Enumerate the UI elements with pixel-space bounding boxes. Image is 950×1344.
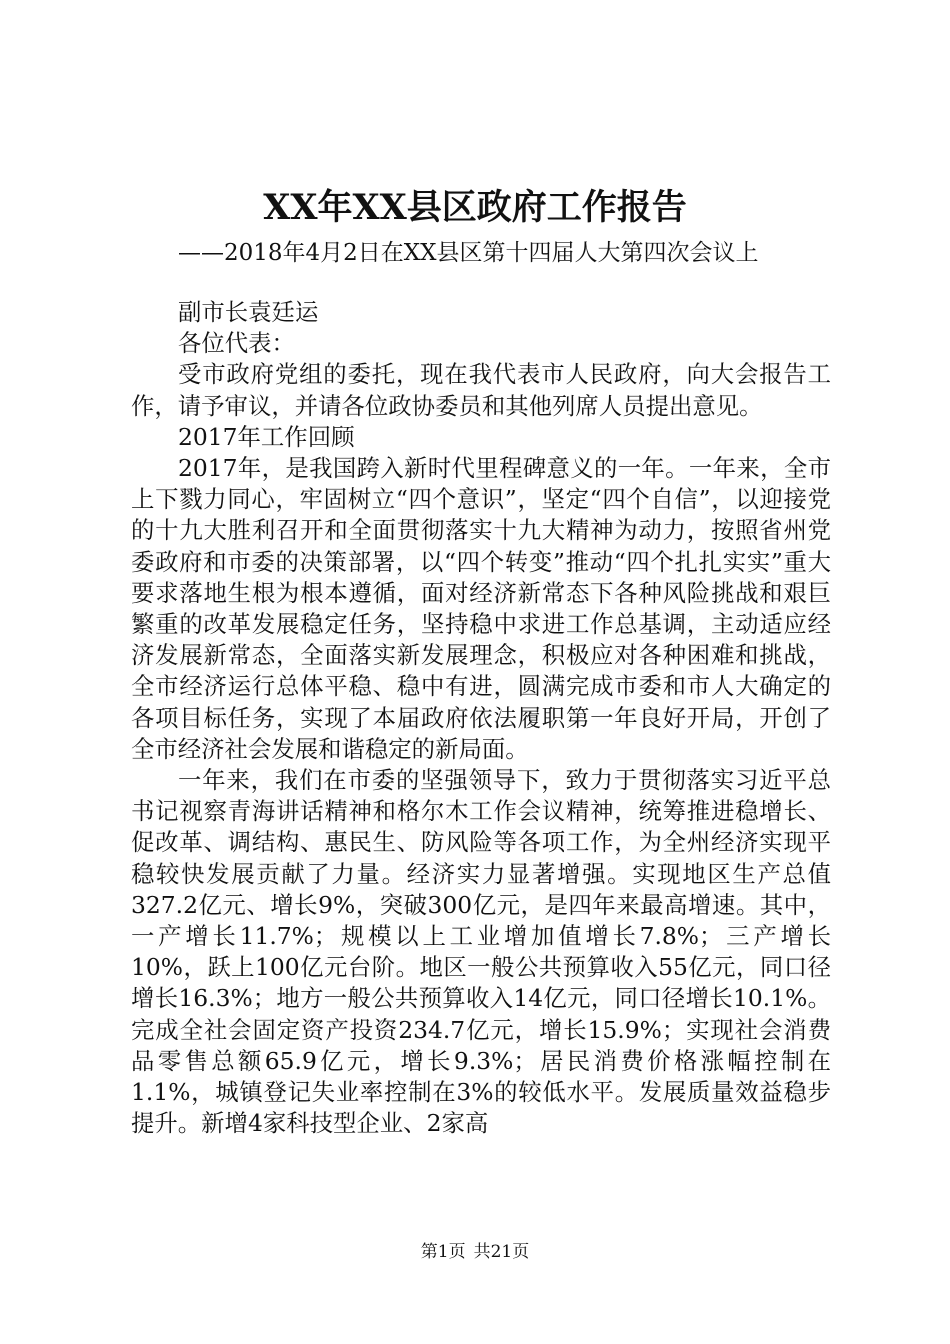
author-line: 副市长袁廷运 xyxy=(178,298,319,326)
document-title: XX年XX县区政府工作报告 xyxy=(263,187,687,228)
document-body xyxy=(131,297,831,1139)
body-paragraph: 一年来，我们在市委的坚强领导下，致力于贯彻落实习近平总书记视察青海讲话精神和格尔木工作会议精神，统筹推进稳增长、促改革、调结构、惠民生、防风险等各项工作，为全州经济实现平稳较快发展贡献了力量。经济实力显著增强。实现地区生产总值327.2亿元、增长9%，突破300亿元，是四年来最高增速。其中，一产增长11.7%；规模以上工业增加值增长7.8%；三产增长10%，跃上100亿元台阶。地区一般公共预算收入55亿元，同口径增长16.3%；地方一般公共预算收入14亿元，同口径增长10.1%。完成全社会固定资产投资234.7亿元，增长15.9%；实现社会消费品零售总额65.9亿元，增长9.3%；居民消费价格涨幅控制在1.1%，城镇登记失业率控制在3%的较低水平。发展质量效益稳步提升。新增4家科技型企业、2家高 xyxy=(131,766,831,1138)
body-paragraph: 受市政府党组的委托，现在我代表市人民政府，向大会报告工作，请予审议，并请各位政协委员和其他列席人员提出意见。 xyxy=(131,360,831,420)
section-heading: 2017年工作回顾 xyxy=(178,422,355,451)
page-number: 第1页 xyxy=(420,1242,466,1262)
document-subtitle: ——2018年4月2日在XX县区第十四届人大第四次会议上 xyxy=(178,240,759,266)
body-paragraph: 2017年，是我国跨入新时代里程碑意义的一年。一年来，全市上下戮力同心，牢固树立“四个意识”，坚定“四个自信”，以迎接党的十九大胜利召开和全面贯彻落实十九大精神为动力，按照省州党委政府和市委的决策部署，以“四个转变”推动“四个扎扎实实”重大要求落地生根为根本遵循，面对经济新常态下各种风险挑战和艰巨繁重的改革发展稳定任务，坚持稳中求进工作总基调，主动适应经济发展新常态，全面落实新发展理念，积极应对各种困难和挑战，全市经济运行总体平稳、稳中有进，圆满完成市委和市人大确定的各项目标任务，实现了本届政府依法履职第一年良好开局，开创了全市经济社会发展和谐稳定的新局面。 xyxy=(131,454,831,763)
page-total: 共21页 xyxy=(473,1242,530,1262)
salutation: 各位代表： xyxy=(178,329,295,358)
page-footer xyxy=(0,1240,950,1264)
